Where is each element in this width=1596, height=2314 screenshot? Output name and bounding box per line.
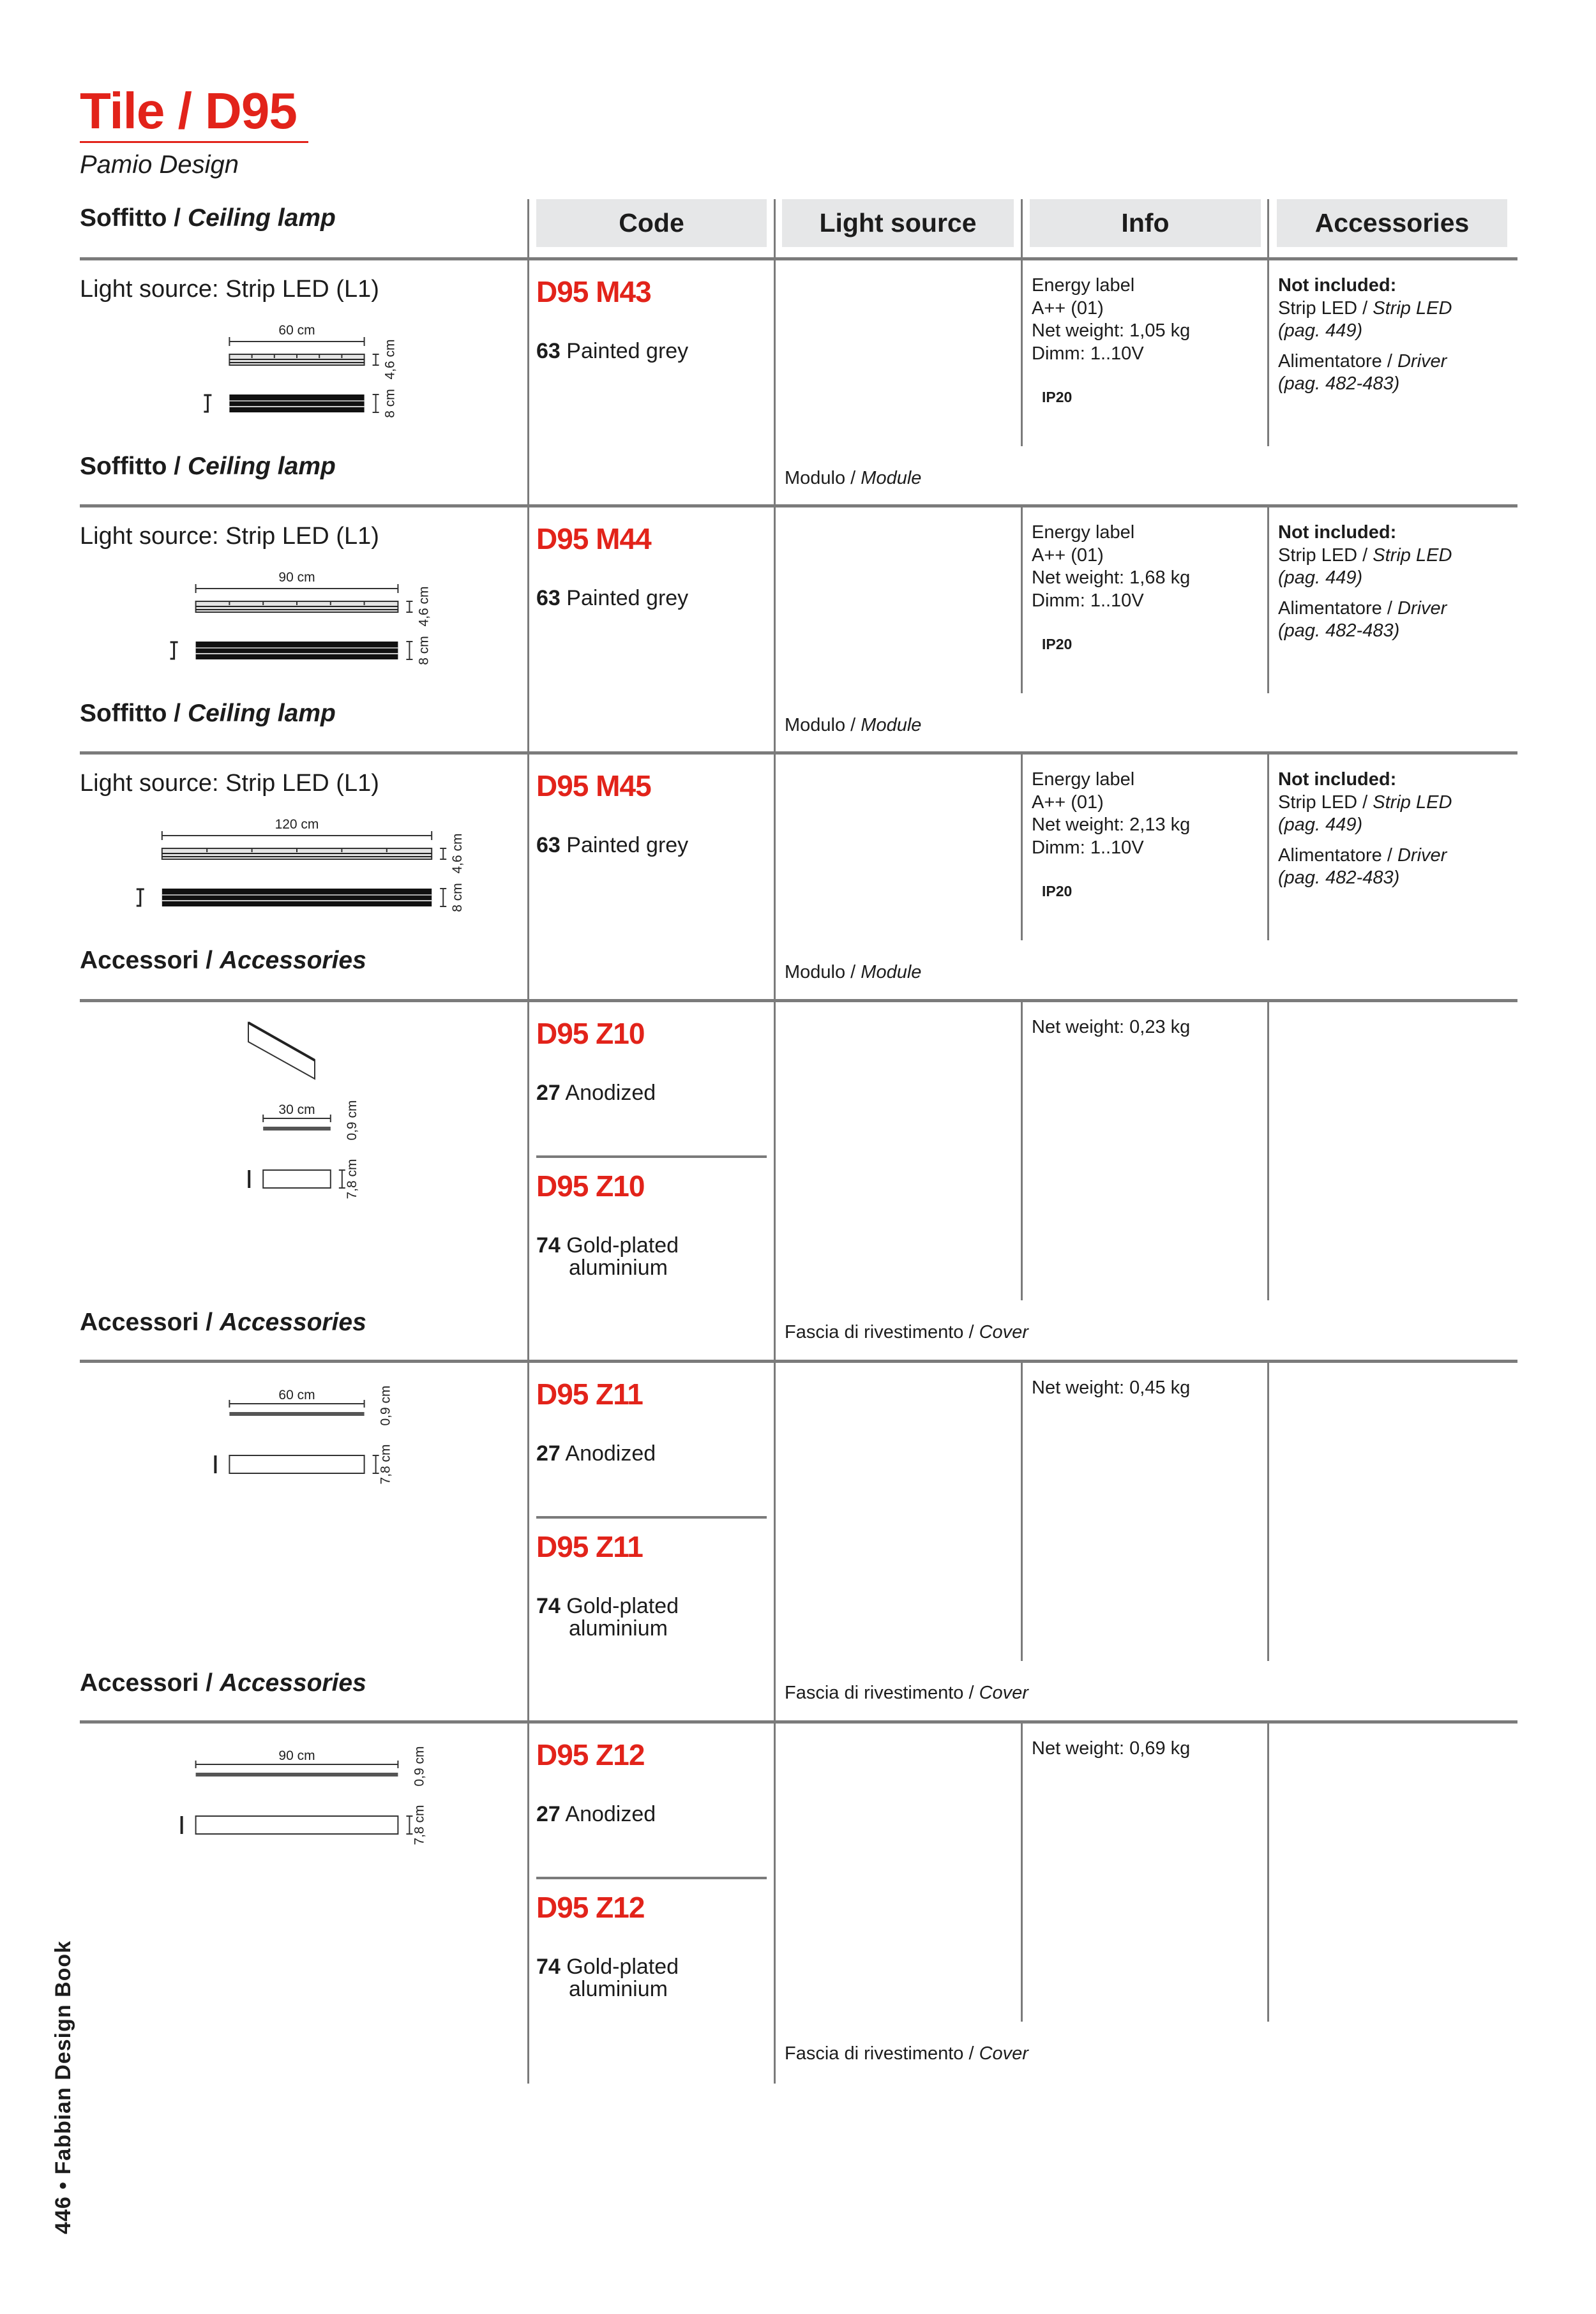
cover-front-view [263,1170,331,1188]
cover-top-view [229,1412,364,1416]
ip-rating: IP20 [1042,883,1073,899]
accessory-name-en: Strip LED [1373,297,1452,319]
variant-divider [536,1516,767,1519]
height-label: 7,8 cm [344,1159,359,1199]
category-label [785,1321,1028,1344]
accessory-item [1278,545,1452,567]
finish [536,1080,656,1106]
height-marker [440,889,446,906]
height-marker [440,848,446,859]
finish-name: Gold-plated [566,1233,679,1258]
accessory-name: Strip LED / [1278,792,1373,813]
finish-code: 27 [536,1441,561,1466]
variant-divider [536,1155,767,1158]
cover-dimension-drawing [0,1000,527,1361]
info-line: Net weight: 1,68 kg [1032,567,1191,588]
thickness-label: 0,9 cm [378,1385,393,1426]
category-label-main: Fascia di rivestimento / [785,2043,979,2064]
accessory-page-ref: (pag. 482-483) [1278,868,1400,888]
category-label-italic: Module [861,468,922,488]
profile-section-icon [170,642,178,659]
info-line: Dimm: 1..10V [1032,837,1144,858]
accessory-page-ref: (pag. 449) [1278,567,1363,588]
light-source-label: Light source: Strip LED (L1) [80,770,379,797]
info-line: A++ (01) [1032,545,1104,566]
height-bottom-label: 8 cm [382,389,398,418]
accessory-row [0,1722,1596,2082]
accessory-row [0,1000,1596,1361]
module-side-view [196,601,398,612]
length-label: 90 cm [278,570,315,585]
product-code: D95 Z12 [536,1738,645,1771]
cover-dimension-drawing [0,1722,527,2082]
section-heading-italic: Accessories [219,1669,366,1697]
height-bottom-label: 8 cm [416,636,432,665]
cover-top-view [196,1773,398,1777]
info-line: Net weight: 0,45 kg [1032,1378,1191,1398]
finish [536,585,688,612]
info-line: Net weight: 1,05 kg [1032,320,1191,341]
finish-code: 27 [536,1081,561,1105]
thickness-label: 0,9 cm [344,1100,359,1141]
lamp-row [0,753,1596,1000]
accessory-name: Alimentatore / [1278,597,1397,619]
category-label [785,1682,1028,1704]
finish-name: Painted grey [566,586,689,610]
category-label-main: Fascia di rivestimento / [785,1322,979,1342]
column-header-light-source: Light source [782,199,1014,247]
accessory-row [0,1361,1596,1722]
info-line: A++ (01) [1032,297,1104,319]
variant-divider [536,1877,767,1879]
section-heading [80,204,336,234]
height-marker [373,394,379,412]
category-label-main: Fascia di rivestimento / [785,1683,979,1703]
designer-subtitle: Pamio Design [80,151,239,179]
accessory-item [1278,845,1447,867]
section-heading [80,699,336,729]
length-dimension-line [229,337,364,346]
accessory-name-en: Strip LED [1373,792,1452,813]
section-heading-italic: Accessories [219,1309,366,1336]
accessory-item [1278,792,1452,814]
section-heading-main: Accessori / [80,1309,220,1336]
finish-code: 63 [536,339,561,363]
info-line: Energy label [1032,769,1135,790]
column-header-accessories: Accessories [1277,199,1507,247]
section-heading-italic: Accessories [219,947,366,974]
height-marker [406,601,412,612]
column-header-code: Code [536,199,767,247]
column-divider [1021,199,1023,259]
finish [536,832,688,859]
product-code: D95 M45 [536,769,651,802]
category-label-main: Modulo / [785,962,861,982]
accessory-page-ref: (pag. 449) [1278,320,1363,341]
category-label-italic: Cover [979,2043,1028,2064]
cover-perspective-view [248,1023,315,1079]
title-underline [80,141,308,143]
column-divider [1021,1000,1023,1300]
finish [536,1801,656,1828]
column-divider [1267,1722,1269,2022]
module-front-view [229,394,364,412]
thickness-label: 0,9 cm [412,1746,427,1787]
length-label: 60 cm [278,323,315,338]
accessory-name: Alimentatore / [1278,845,1397,866]
category-label [785,467,921,490]
product-code: D95 M43 [536,275,651,308]
cover-front-view [229,1455,364,1473]
product-code: D95 Z10 [536,1017,645,1050]
info-line: Energy label [1032,522,1135,543]
section-heading-italic: Ceiling lamp [187,204,336,232]
finish-code: 74 [536,1233,561,1258]
accessory-item [1278,597,1447,620]
light-source-label: Light source: Strip LED (L1) [80,276,379,303]
category-label [785,2043,1028,2065]
cover-top-view [263,1127,331,1131]
length-dimension-line [162,831,432,840]
height-label: 7,8 cm [412,1805,427,1845]
height-top-label: 4,6 cm [382,339,398,380]
accessory-name-en: Strip LED [1373,545,1452,566]
info-line: Energy label [1032,275,1135,296]
accessory-name-en: Driver [1397,597,1447,619]
page-footer-vertical: 446 • Fabbian Design Book [51,1940,75,2234]
column-divider [1021,506,1023,693]
accessory-name: Strip LED / [1278,545,1373,566]
category-label [785,961,921,984]
column-divider [1021,1361,1023,1661]
category-label-main: Modulo / [785,468,861,488]
finish-name: Gold-plated [566,1594,679,1618]
column-header-info: Info [1030,199,1261,247]
column-divider [1021,1722,1023,2022]
length-dimension-line [196,584,398,593]
finish [536,1441,656,1467]
column-divider [1267,506,1269,693]
section-heading [80,1669,366,1699]
ip-rating: IP20 [1042,636,1073,652]
length-label: 120 cm [275,817,319,832]
finish-name-line2: aluminium [569,1977,668,2001]
length-label: 30 cm [278,1102,315,1117]
length-label: 90 cm [278,1748,315,1763]
accessory-page-ref: (pag. 482-483) [1278,620,1400,641]
accessories-heading: Not included: [1278,522,1397,543]
finish-name: Anodized [565,1802,656,1826]
category-label-italic: Cover [979,1322,1028,1342]
section-heading-italic: Ceiling lamp [187,700,336,727]
height-marker [373,354,379,365]
height-label: 7,8 cm [378,1444,393,1485]
finish-code: 63 [536,833,561,857]
column-divider [1021,753,1023,940]
finish-name-line2: aluminium [569,1256,668,1280]
section-heading-main: Soffitto / [80,204,188,232]
info-line: Dimm: 1..10V [1032,590,1144,611]
product-code: D95 Z11 [536,1378,643,1411]
finish-code: 74 [536,1594,561,1618]
finish-name: Anodized [565,1081,656,1105]
category-label-italic: Module [861,962,922,982]
finish-name-line2: aluminium [569,1616,668,1641]
product-code: D95 M44 [536,522,651,555]
category-label-main: Modulo / [785,715,861,735]
info-line: A++ (01) [1032,792,1104,813]
lamp-row [0,259,1596,506]
lamp-row [0,506,1596,753]
column-divider [1021,259,1023,446]
length-label: 60 cm [278,1388,315,1402]
column-divider [1267,199,1269,259]
height-bottom-label: 8 cm [450,883,465,912]
info-line: Net weight: 2,13 kg [1032,815,1191,835]
finish-code: 27 [536,1802,561,1826]
module-side-view [162,848,432,859]
finish-name: Anodized [565,1441,656,1466]
cover-dimension-drawing [0,1361,527,1722]
finish-code: 63 [536,586,561,610]
accessory-name-en: Driver [1397,350,1447,372]
accessory-item [1278,297,1452,320]
accessory-name: Strip LED / [1278,297,1373,319]
light-source-label: Light source: Strip LED (L1) [80,523,379,550]
column-divider [1267,1361,1269,1661]
finish-code: 74 [536,1955,561,1979]
section-heading-main: Accessori / [80,947,220,974]
section-heading-main: Soffitto / [80,453,188,480]
height-top-label: 4,6 cm [416,586,432,627]
accessories-heading: Not included: [1278,275,1397,296]
category-label-italic: Module [861,715,922,735]
finish-name: Gold-plated [566,1955,679,1979]
profile-section-icon [137,889,144,906]
product-code: D95 Z12 [536,1891,645,1924]
ip-rating: IP20 [1042,389,1073,405]
height-top-label: 4,6 cm [450,833,465,874]
module-front-view [162,889,432,906]
category-label-italic: Cover [979,1683,1028,1703]
module-side-view [229,354,364,365]
section-heading-main: Accessori / [80,1669,220,1697]
section-heading-main: Soffitto / [80,700,188,727]
product-code: D95 Z10 [536,1169,645,1203]
page-title: Tile / D95 [80,82,297,139]
accessories-heading: Not included: [1278,769,1397,790]
info-line: Net weight: 0,23 kg [1032,1017,1191,1037]
finish-name: Painted grey [566,833,689,857]
section-heading-italic: Ceiling lamp [187,453,336,480]
accessory-page-ref: (pag. 482-483) [1278,373,1400,394]
column-divider [1267,259,1269,446]
column-divider [1267,1000,1269,1300]
section-heading [80,452,336,482]
profile-section-icon [204,395,211,412]
finish [536,338,688,364]
accessory-item [1278,350,1447,373]
module-front-view [196,642,398,659]
accessory-page-ref: (pag. 449) [1278,815,1363,835]
accessory-name-en: Driver [1397,845,1447,866]
info-line: Net weight: 0,69 kg [1032,1738,1191,1759]
info-line: Dimm: 1..10V [1032,343,1144,364]
section-heading [80,946,366,976]
product-code: D95 Z11 [536,1530,643,1563]
accessory-name: Alimentatore / [1278,350,1397,372]
height-marker [406,642,412,659]
category-label [785,714,921,737]
finish-name: Painted grey [566,339,689,363]
section-heading [80,1308,366,1338]
column-divider [1267,753,1269,940]
cover-front-view [196,1816,398,1834]
